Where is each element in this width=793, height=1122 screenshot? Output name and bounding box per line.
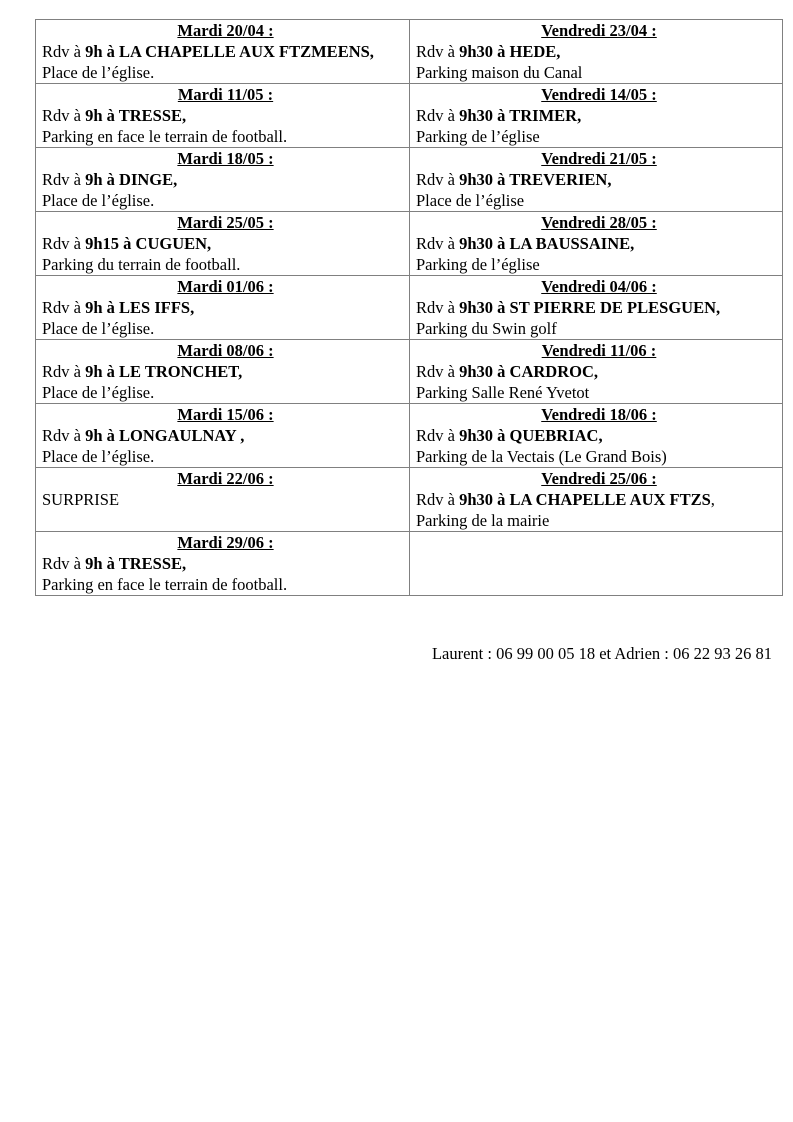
meeting-date: Vendredi 21/05 : (541, 149, 657, 168)
meeting-place: Parking en face le terrain de football. (42, 575, 288, 594)
meeting-date: Vendredi 11/06 : (541, 341, 657, 360)
meeting-rdv (42, 105, 409, 126)
meeting-rdv (42, 553, 409, 574)
meeting-rdv (42, 425, 409, 446)
rdv-location: à ST PIERRE DE PLESGUEN, (493, 298, 721, 317)
meeting-date: Mardi 22/06 : (177, 469, 274, 488)
meeting-date: Mardi 25/05 : (177, 213, 274, 232)
rdv-location: à LA CHAPELLE AUX FTZMEENS, (102, 42, 374, 61)
meeting-rdv (42, 361, 409, 382)
schedule-row (36, 20, 783, 84)
rdv-time: 9h30 (459, 298, 494, 317)
rdv-prefix: Rdv à (42, 362, 86, 381)
rdv-time: 9h (85, 170, 103, 189)
mardi-cell (36, 84, 410, 148)
rdv-location: à TRESSE, (102, 106, 187, 125)
meeting-date: Mardi 01/06 : (177, 277, 274, 296)
rdv-location: à TRIMER, (493, 106, 582, 125)
meeting-rdv (416, 361, 782, 382)
rdv-prefix: Rdv à (42, 106, 86, 125)
mardi-cell (36, 276, 410, 340)
rdv-suffix: , (710, 490, 715, 509)
meeting-date: Mardi 29/06 : (177, 533, 274, 552)
meeting-place: Place de l’église. (42, 319, 155, 338)
meeting-date: Vendredi 14/05 : (541, 85, 657, 104)
rdv-prefix: Rdv à (42, 234, 86, 253)
schedule-row (36, 148, 783, 212)
meeting-date: Vendredi 25/06 : (541, 469, 657, 488)
meeting-date: Vendredi 28/05 : (541, 213, 657, 232)
rdv-time: 9h (85, 362, 103, 381)
schedule-row (36, 532, 783, 596)
meeting-date: Mardi 18/05 : (177, 149, 274, 168)
meeting-rdv (416, 105, 782, 126)
mardi-cell (36, 20, 410, 84)
meeting-rdv (42, 169, 409, 190)
rdv-prefix: Rdv à (42, 554, 86, 573)
schedule-row (36, 212, 783, 276)
mardi-cell (36, 404, 410, 468)
vendredi-cell (410, 276, 783, 340)
rdv-location: à LA CHAPELLE AUX FTZS (493, 490, 711, 509)
vendredi-cell (410, 84, 783, 148)
rdv-prefix: Rdv à (416, 170, 460, 189)
rdv-prefix: SURPRISE (42, 490, 120, 509)
rdv-prefix: Rdv à (416, 42, 460, 61)
meeting-rdv (416, 169, 782, 190)
schedule-row (36, 84, 783, 148)
meeting-date: Mardi 15/06 : (177, 405, 274, 424)
meeting-date: Vendredi 23/04 : (541, 21, 657, 40)
meeting-place: Parking en face le terrain de football. (42, 127, 288, 146)
rdv-time: 9h30 (459, 234, 494, 253)
schedule-row (36, 276, 783, 340)
rdv-time: 9h30 (459, 106, 494, 125)
rdv-location: à CARDROC, (493, 362, 598, 381)
rdv-time: 9h30 (459, 490, 494, 509)
meeting-rdv (416, 297, 782, 318)
meeting-place: Parking de la Vectais (Le Grand Bois) (416, 447, 667, 466)
rdv-prefix: Rdv à (42, 298, 86, 317)
meeting-rdv (416, 41, 782, 62)
rdv-time: 9h (85, 106, 103, 125)
meeting-place: Place de l’église (416, 191, 525, 210)
rdv-time: 9h (85, 554, 103, 573)
meeting-place: Parking de l’église (416, 127, 540, 146)
rdv-prefix: Rdv à (416, 106, 460, 125)
vendredi-cell (410, 20, 783, 84)
rdv-location: à LES IFFS, (102, 298, 195, 317)
rdv-time: 9h30 (459, 426, 494, 445)
meeting-place: Parking Salle René Yvetot (416, 383, 590, 402)
meeting-date: Vendredi 18/06 : (541, 405, 657, 424)
meeting-date: Mardi 11/05 : (177, 85, 274, 104)
meeting-place: Parking de l’église (416, 255, 540, 274)
vendredi-cell (410, 404, 783, 468)
rdv-time: 9h30 (459, 170, 494, 189)
meeting-place: Place de l’église. (42, 63, 155, 82)
meeting-place: Parking du terrain de football. (42, 255, 241, 274)
meeting-rdv (416, 233, 782, 254)
meeting-rdv (42, 41, 409, 62)
meeting-place: Parking du Swin golf (416, 319, 557, 338)
rdv-location: à QUEBRIAC, (493, 426, 603, 445)
rdv-time: 9h (85, 426, 103, 445)
meeting-rdv (42, 489, 409, 510)
rdv-time: 9h (85, 298, 103, 317)
meeting-place: Place de l’église. (42, 191, 155, 210)
meeting-place: Place de l’église. (42, 383, 155, 402)
vendredi-cell (410, 532, 783, 596)
rdv-prefix: Rdv à (42, 426, 86, 445)
rdv-time: 9h30 (459, 362, 494, 381)
meeting-rdv (42, 297, 409, 318)
meeting-place: Place de l’église. (42, 447, 155, 466)
schedule-row (36, 468, 783, 532)
mardi-cell (36, 212, 410, 276)
vendredi-cell (410, 212, 783, 276)
meeting-rdv (416, 489, 782, 510)
rdv-location: à LA BAUSSAINE, (493, 234, 635, 253)
rdv-location: à HEDE, (493, 42, 561, 61)
meeting-rdv (42, 233, 409, 254)
rdv-time: 9h30 (459, 42, 494, 61)
rdv-location: à LE TRONCHET, (102, 362, 243, 381)
vendredi-cell (410, 148, 783, 212)
contact-line: Laurent : 06 99 00 05 18 et Adrien : 06 22 93 26 81 (431, 644, 772, 663)
rdv-time: 9h (85, 42, 103, 61)
schedule-row (36, 340, 783, 404)
meeting-date: Vendredi 04/06 : (541, 277, 657, 296)
mardi-cell (36, 340, 410, 404)
rdv-prefix: Rdv à (416, 234, 460, 253)
schedule-table (35, 19, 783, 596)
rdv-prefix: Rdv à (416, 362, 460, 381)
meeting-rdv (416, 425, 782, 446)
vendredi-cell (410, 340, 783, 404)
mardi-cell (36, 532, 410, 596)
rdv-prefix: Rdv à (416, 298, 460, 317)
schedule-body (36, 20, 783, 596)
rdv-prefix: Rdv à (416, 490, 460, 509)
rdv-location: à CUGUEN, (119, 234, 212, 253)
mardi-cell (36, 468, 410, 532)
rdv-location: à TREVERIEN, (493, 170, 612, 189)
rdv-prefix: Rdv à (416, 426, 460, 445)
rdv-location: à DINGE, (102, 170, 178, 189)
vendredi-cell (410, 468, 783, 532)
rdv-time: 9h15 (85, 234, 120, 253)
rdv-prefix: Rdv à (42, 170, 86, 189)
schedule-row (36, 404, 783, 468)
meeting-place: Parking maison du Canal (416, 63, 583, 82)
rdv-location: à TRESSE, (102, 554, 187, 573)
meeting-date: Mardi 20/04 : (177, 21, 274, 40)
meeting-date: Mardi 08/06 : (177, 341, 274, 360)
meeting-place: Parking de la mairie (416, 511, 550, 530)
rdv-location: à LONGAULNAY , (102, 426, 245, 445)
mardi-cell (36, 148, 410, 212)
rdv-prefix: Rdv à (42, 42, 86, 61)
